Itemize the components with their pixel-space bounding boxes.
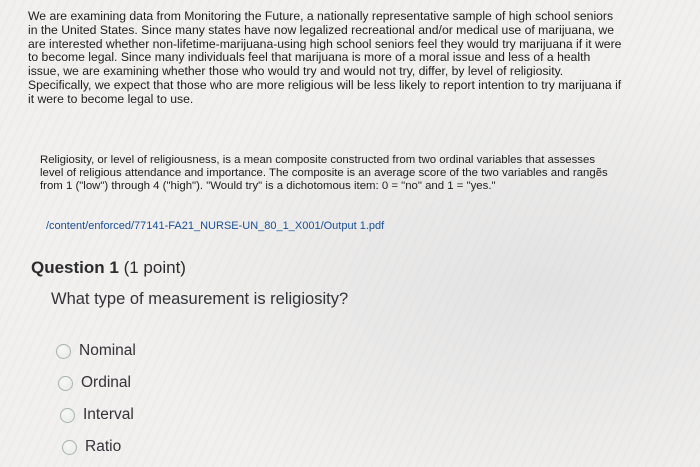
radio-button[interactable]: [58, 376, 73, 391]
passage: [28, 10, 628, 107]
radio-button[interactable]: [62, 440, 77, 455]
option-ordinal[interactable]: [58, 367, 136, 399]
radio-button[interactable]: [56, 344, 71, 359]
option-interval[interactable]: [60, 399, 136, 431]
question-prompt: What type of measurement is religiosity?: [51, 290, 349, 308]
option-label[interactable]: Ordinal: [81, 374, 131, 391]
passage-paragraph-1: We are examining data from Monitoring the Future, a nationally representative sample of high school seniors in the United States. Since many states have now legalized recreational and/or medical use of marijuana, we are interested whether non-lifetime-marijuana-using high school seniors feel they would try marijuana if it were to become legal. Since many individuals feel that marijuana is more of a moral issue and less of a health issue, we are examining whether those who would try and would not try, differ, by level of religiosity. Specifically, we expect that those who are more religious will be less likely to report intention to try marijuana if it were to become legal to use.: [28, 9, 622, 106]
question-number: Question 1: [31, 258, 119, 277]
question-title: [31, 258, 186, 278]
radio-button[interactable]: [60, 408, 75, 423]
option-label[interactable]: Interval: [83, 406, 134, 423]
answer-options: [56, 335, 136, 463]
option-label[interactable]: Nominal: [79, 342, 136, 359]
passage-paragraph-2: Religiosity, or level of religiousness, is a mean composite constructed from two ordinal variables that assesses level of religious attendance and importance. The composite is an average score of the two variables and rangẽs from 1 ("low") through 4 ("high"). "Would try" is a dichotomous item: 0 = "no" and 1 = "yes.": [40, 154, 608, 193]
option-label[interactable]: Ratio: [85, 438, 122, 455]
option-ratio[interactable]: [62, 431, 136, 463]
question-points: (1 point): [123, 258, 186, 277]
option-nominal[interactable]: [56, 335, 136, 367]
output-file-link[interactable]: /content/enforced/77141-FA21_NURSE-UN_80_1_X001/Output 1.pdf: [46, 220, 385, 232]
